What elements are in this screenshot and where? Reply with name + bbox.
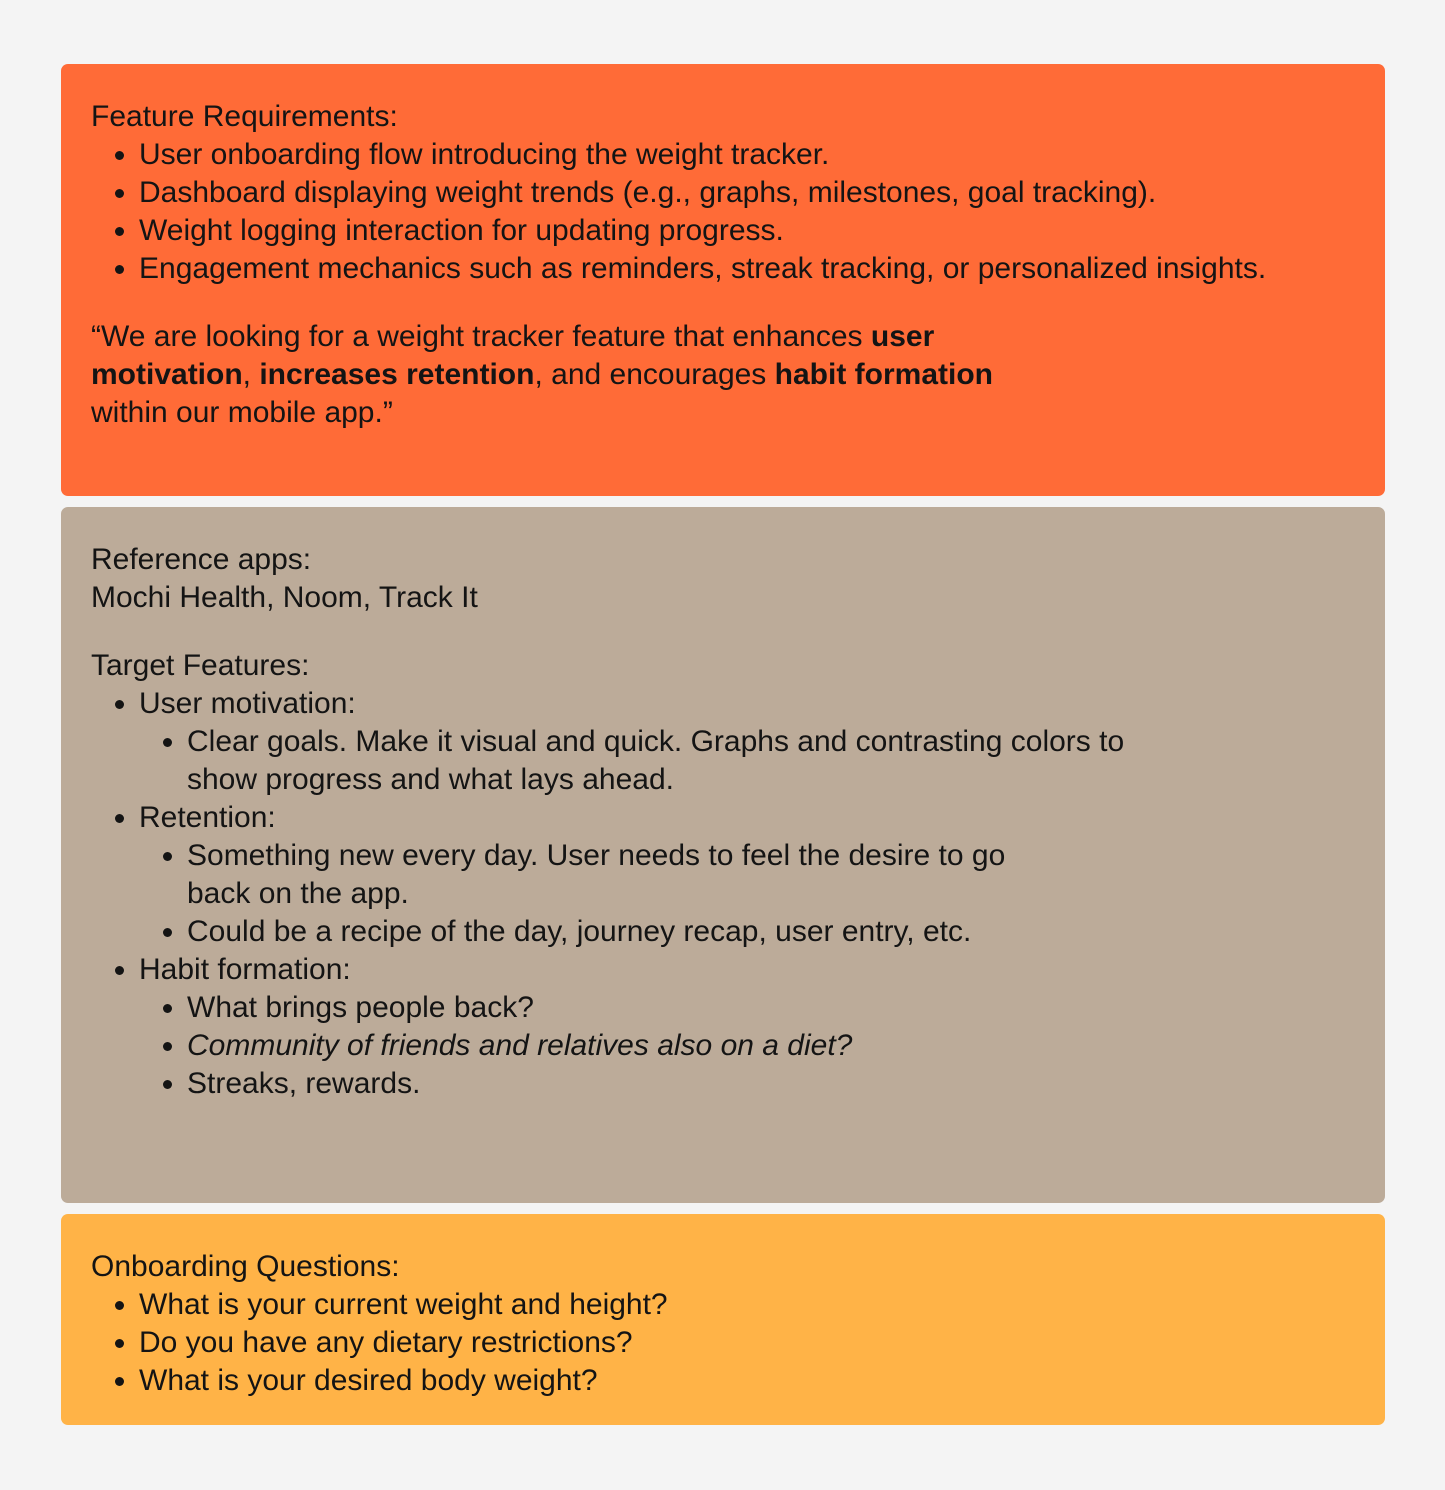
requirement-item: • User onboarding flow introducing the weight tracker.	[139, 136, 1355, 174]
onboarding-question-item: • What is your current weight and height?	[139, 1286, 1355, 1324]
quote-text: ,	[242, 358, 260, 391]
requirement-item: • Dashboard displaying weight trends (e.g., graphs, milestones, goal tracking).	[139, 174, 1355, 212]
quote-text: , and encourages	[534, 358, 775, 391]
reference-apps-heading: Reference apps:	[91, 543, 312, 576]
target-feature-subitem: • What brings people back?	[187, 989, 1127, 1027]
quote-text: within our mobile app.”	[91, 396, 393, 429]
target-feature-label: User motivation:	[139, 687, 356, 720]
onboarding-question-item: • What is your desired body weight?	[139, 1362, 1355, 1400]
quote-text: “We are looking for a weight tracker feature that enhances	[91, 320, 871, 353]
feature-requirements-card	[61, 64, 1385, 496]
target-feature-subitem: • Something new every day. User needs to feel the desire to go back on the app.	[187, 837, 1067, 913]
target-features-list	[91, 685, 1355, 1103]
target-feature-sublist	[139, 837, 1067, 951]
onboarding-questions-list	[91, 1286, 1355, 1400]
target-feature-subitem: • Clear goals. Make it visual and quick. Graphs and contrasting colors to show progress and what lays ahead.	[187, 723, 1127, 799]
target-feature-subitem: • Streaks, rewards.	[187, 1065, 1127, 1103]
target-feature-sublist	[139, 723, 1127, 799]
target-feature-subitem	[187, 1027, 1127, 1065]
reference-card	[61, 507, 1385, 1203]
requirement-item: • Engagement mechanics such as reminders, streak tracking, or personalized insights.	[139, 250, 1355, 288]
target-feature-label: Retention:	[139, 801, 276, 834]
onboarding-questions-card	[61, 1214, 1385, 1425]
target-feature-subitem-italic: Community of friends and relatives also on a diet?	[187, 1029, 853, 1062]
target-features-heading: Target Features:	[91, 649, 310, 682]
feature-requirements-list	[91, 136, 1355, 288]
target-feature-item	[139, 685, 1355, 799]
onboarding-question-item: • Do you have any dietary restrictions?	[139, 1324, 1355, 1362]
reference-apps-list: Mochi Health, Noom, Track It	[91, 581, 478, 614]
quote-emphasis-retention: increases retention	[259, 358, 535, 391]
quote-emphasis-motivation: user motivation	[91, 320, 935, 391]
target-feature-item	[139, 799, 1355, 951]
target-feature-item	[139, 951, 1355, 1103]
target-feature-subitem: • Could be a recipe of the day, journey recap, user entry, etc.	[187, 913, 1067, 951]
onboarding-questions-heading: Onboarding Questions:	[91, 1250, 400, 1283]
feature-requirements-heading: Feature Requirements:	[91, 100, 398, 133]
target-feature-sublist	[139, 989, 1127, 1103]
target-feature-label: Habit formation:	[139, 953, 351, 986]
client-quote	[91, 318, 1041, 432]
quote-emphasis-habit: habit formation	[774, 358, 993, 391]
requirement-item: • Weight logging interaction for updating progress.	[139, 212, 1355, 250]
